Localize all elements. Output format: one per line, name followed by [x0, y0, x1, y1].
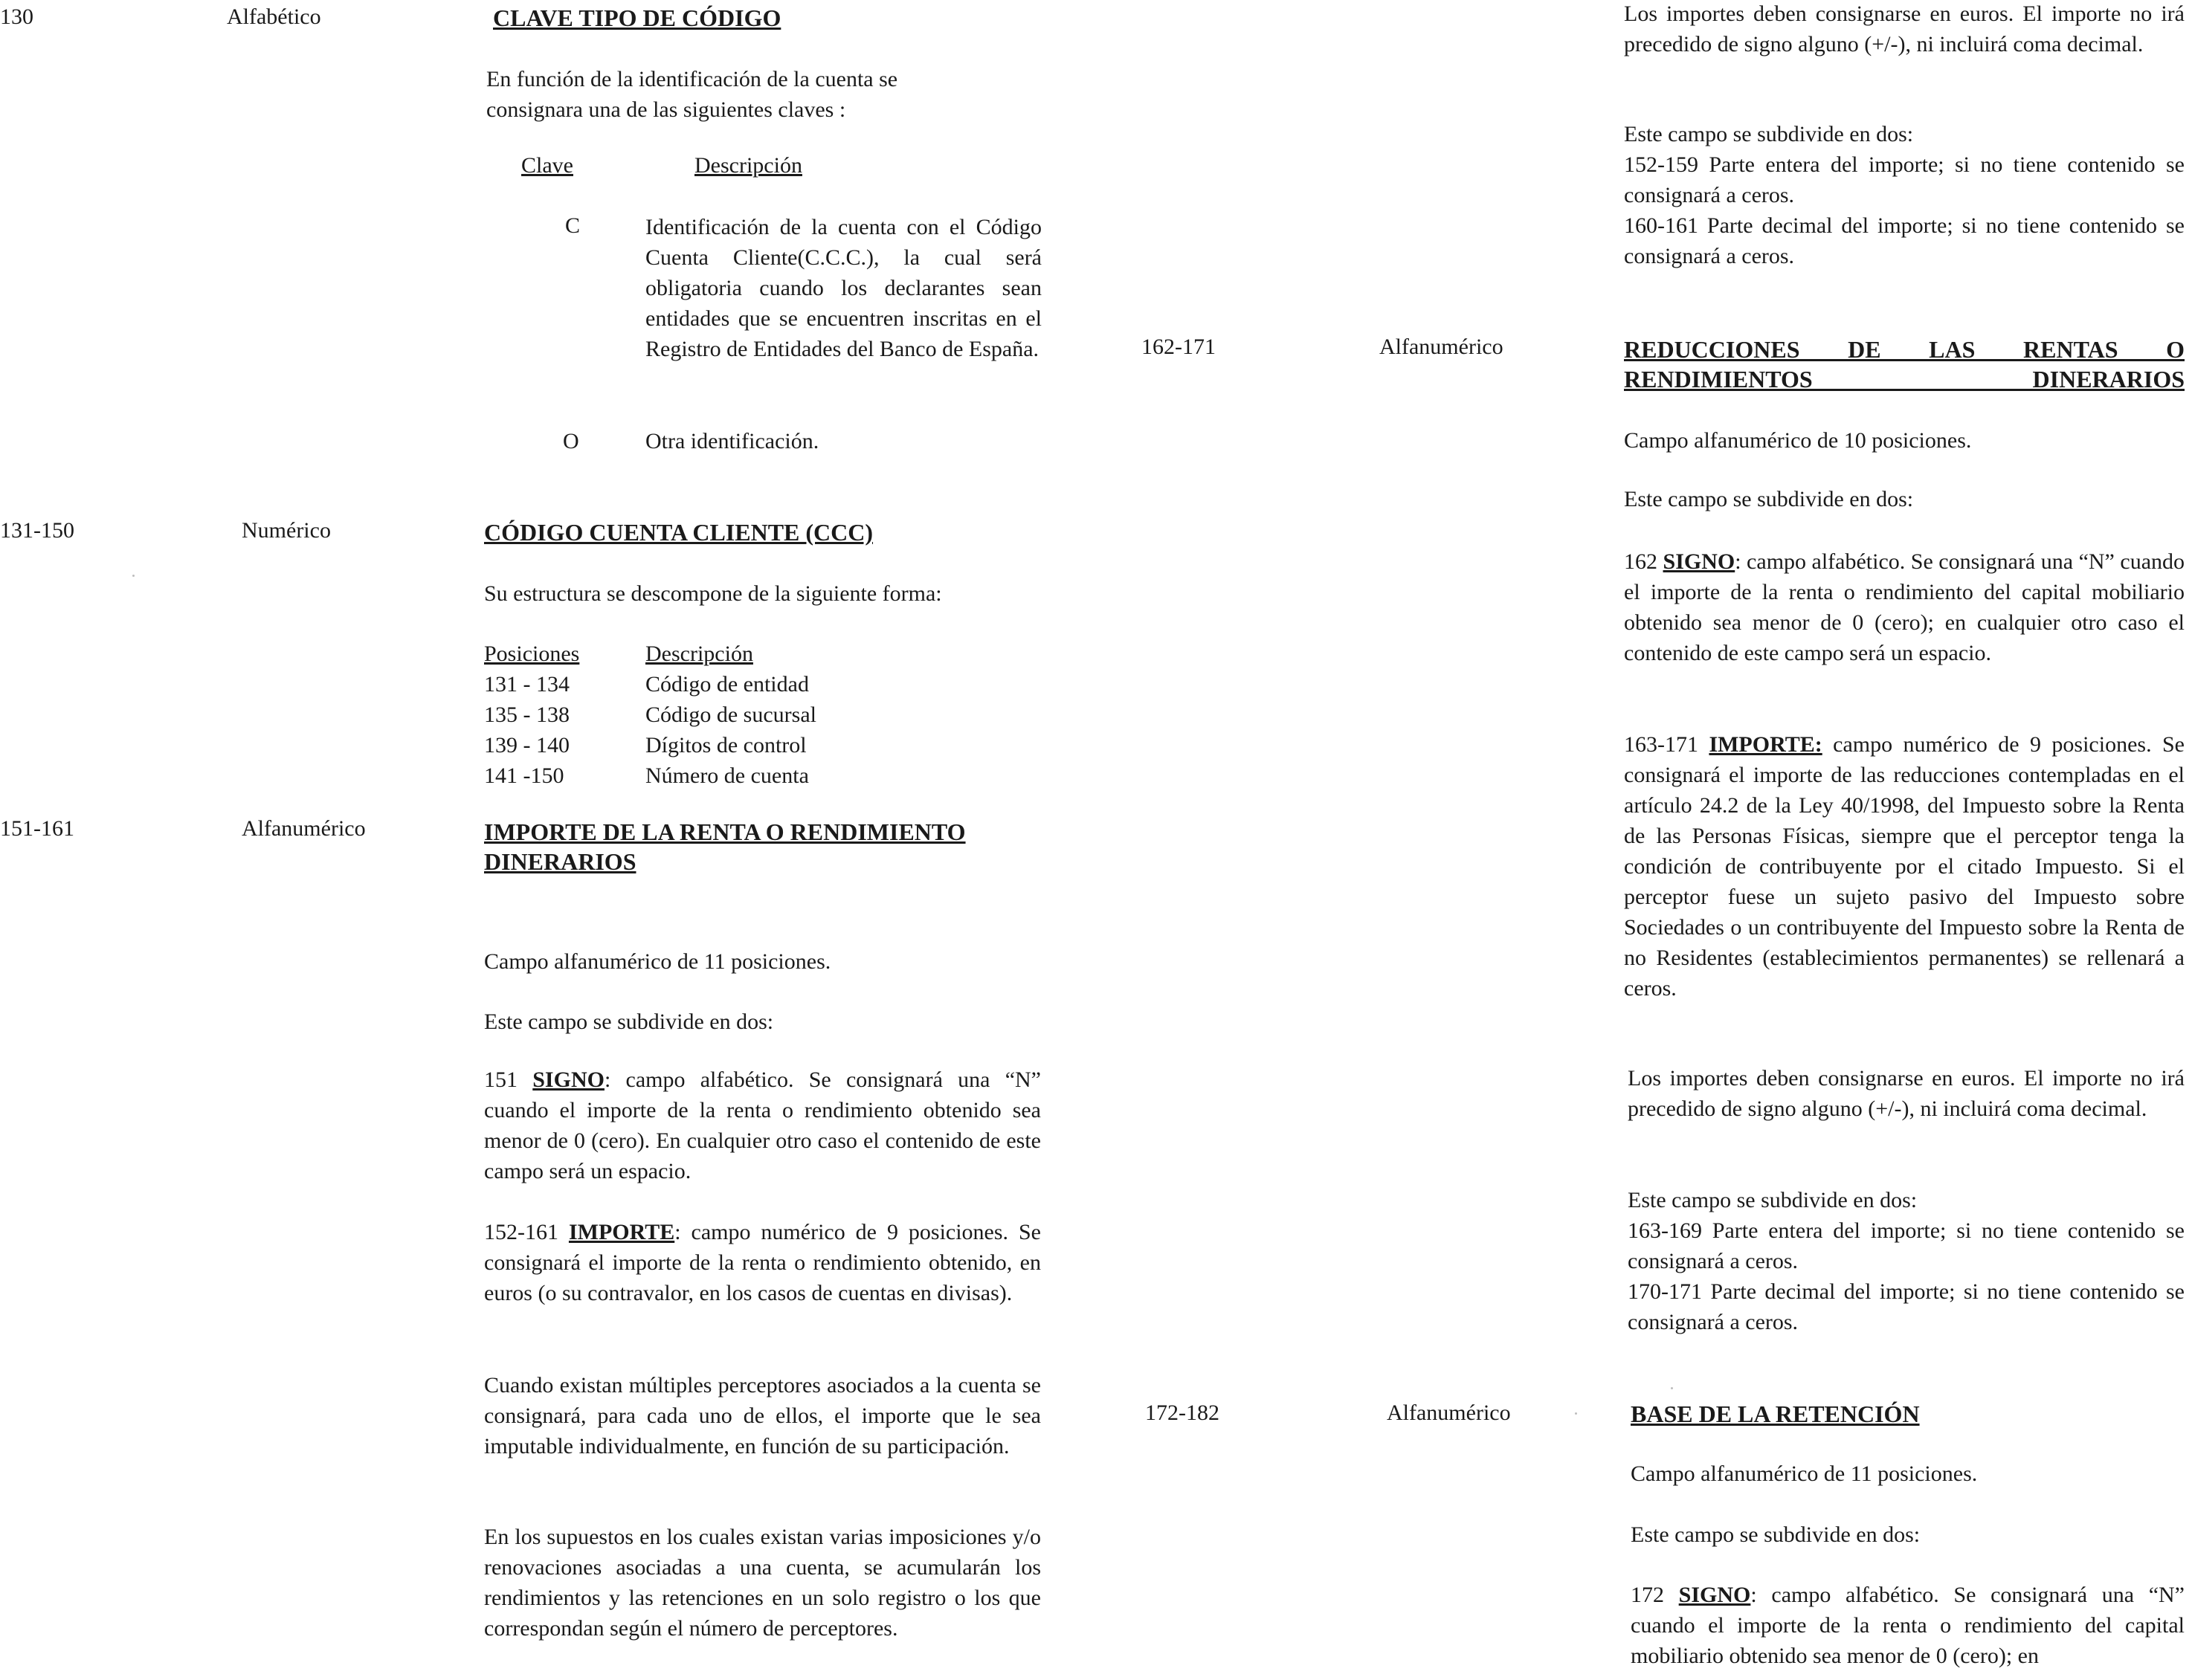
paragraph: Los importes deben consignarse en euros. El importe no irá precedido de signo alguno (+/-), ni incluirá coma decimal. — [1628, 1066, 2185, 1121]
subfield-label: IMPORTE — [568, 1220, 675, 1244]
table-header-positions: Posiciones — [484, 642, 580, 666]
paragraph: Campo alfanumérico de 11 posiciones. — [1631, 1461, 1978, 1486]
field-type: Alfanumérico — [1379, 335, 1503, 359]
subfield-label: SIGNO — [1663, 549, 1735, 574]
paragraph — [1624, 729, 2185, 1004]
subfield-position: 152-161 — [484, 1220, 558, 1244]
field-type: Alfanumérico — [242, 816, 366, 841]
paragraph — [484, 1064, 1041, 1186]
subfield-text: : campo numérico de 9 posiciones. Se consignará el importe de la renta o rendimiento obtenido, en euros (o su contravalor, en los casos de cuentas en divisas). — [484, 1220, 1041, 1305]
subfield-position: 163-171 — [1624, 732, 1698, 757]
paragraph: En los supuestos en los cuales existan varias imposiciones y/o renovaciones asociadas a una cuenta, se acumularán los rendimientos y las retenciones en un solo registro o los que correspondan según el número de perceptores. — [484, 1525, 1041, 1641]
paragraph: Este campo se subdivide en dos: — [1624, 487, 1914, 511]
subfield-label: IMPORTE: — [1709, 732, 1822, 757]
section-heading: CLAVE TIPO DE CÓDIGO — [493, 4, 781, 31]
subfield-text: : campo alfabético. Se consignará una “N” cuando el importe de la renta o rendimiento del capital mobiliario obtenido sea menor de 0 (cero); en cualquier otro caso el contenido de este campo será un espacio. — [1624, 549, 2185, 665]
paragraph: Este campo se subdivide en dos: — [1628, 1188, 1918, 1212]
table-cell-description: Código de sucursal — [645, 702, 816, 727]
subfield-text: : campo alfabético. Se consignará una “N” cuando el importe de la renta o rendimiento obtenido sea menor de 0 (cero). En cualquier otro caso el contenido de este campo será un espacio. — [484, 1067, 1042, 1183]
paragraph: 152-159 Parte entera del importe; si no tiene contenido se consignará a ceros. — [1624, 152, 2185, 207]
paragraph: En función de la identificación de la cuenta se consignara una de las siguientes claves : — [486, 67, 898, 122]
field-type: Alfanumérico — [1387, 1400, 1511, 1425]
scan-speck — [132, 575, 135, 577]
table-cell-positions: 131 - 134 — [484, 672, 570, 697]
paragraph: 160-161 Parte decimal del importe; si no tiene contenido se consignará a ceros. — [1624, 213, 2185, 268]
paragraph: Campo alfanumérico de 11 posiciones. — [484, 949, 831, 974]
table-cell-description: Dígitos de control — [645, 733, 807, 757]
paragraph: 163-169 Parte entera del importe; si no tiene contenido se consignará a ceros. — [1628, 1218, 2185, 1273]
subfield-text: : campo alfabético. Se consignará una “N” cuando el importe de la renta o rendimiento del capital mobiliario obtenido sea menor de 0 (cero); en — [1631, 1583, 2185, 1668]
field-position: 162-171 — [1141, 335, 1216, 359]
paragraph: Cuando existan múltiples perceptores asociados a la cuenta se consignará, para cada uno de ellos, el importe que le sea imputable individualmente, en función de su participación. — [484, 1373, 1041, 1458]
paragraph: Campo alfanumérico de 10 posiciones. — [1624, 428, 1972, 453]
paragraph: Este campo se subdivide en dos: — [1631, 1522, 1921, 1547]
subfield-position: 172 — [1631, 1583, 1664, 1607]
paragraph: Este campo se subdivide en dos: — [484, 1009, 774, 1034]
table-cell-positions: 141 -150 — [484, 763, 564, 788]
paragraph — [1624, 546, 2185, 668]
paragraph: Este campo se subdivide en dos: — [1624, 122, 1914, 146]
paragraph — [484, 1217, 1041, 1308]
subfield-text: campo numérico de 9 posiciones. Se consignará el importe de las reducciones contempladas en el artículo 24.2 de la Ley 40/1998, del Impuesto sobre la Renta de las Personas Físicas, siempre que el perceptor tenga la condición de contribuyente por el citado Impuesto. Si el perceptor fuese un sujeto pasivo del Impuesto sobre Sociedades o un contribuyente del Impuesto sobre la Renta de no Residentes (establecimientos permanentes) se rellenará a ceros. — [1624, 732, 2185, 1001]
subfield-position: 151 — [484, 1067, 518, 1092]
scan-speck — [1575, 1412, 1577, 1415]
paragraph: 170-171 Parte decimal del importe; si no tiene contenido se consignará a ceros. — [1628, 1279, 2185, 1334]
key-description: Identificación de la cuenta con el Código Cuenta Cliente(C.C.C.), la cual será obligatoria cuando los declarantes sean entidades que se encuentren inscritas en el Registro de Entidades del Banco de España. — [645, 215, 1042, 361]
field-position: 130 — [0, 4, 33, 29]
subfield-position: 162 — [1624, 549, 1657, 574]
key-code: O — [563, 429, 579, 453]
field-position: 131-150 — [0, 518, 74, 543]
field-type: Numérico — [242, 518, 331, 543]
table-cell-positions: 135 - 138 — [484, 702, 570, 727]
table-cell-positions: 139 - 140 — [484, 733, 570, 757]
paragraph: Su estructura se descompone de la siguiente forma: — [484, 581, 942, 606]
table-header-key: Clave — [521, 153, 573, 178]
subfield-label: SIGNO — [1678, 1583, 1751, 1607]
field-type: Alfabético — [227, 4, 321, 29]
field-position: 172-182 — [1145, 1400, 1219, 1425]
key-description: Otra identificación. — [645, 429, 819, 453]
table-cell-description: Código de entidad — [645, 672, 809, 697]
paragraph: Los importes deben consignarse en euros. El importe no irá precedido de signo alguno (+/-), ni incluirá coma decimal. — [1624, 1, 2185, 56]
table-header-description: Descripción — [694, 153, 802, 178]
section-heading: CÓDIGO CUENTA CLIENTE (CCC) — [484, 519, 874, 546]
table-cell-description: Número de cuenta — [645, 763, 809, 788]
section-heading: BASE DE LA RETENCIÓN — [1631, 1400, 1920, 1427]
field-position: 151-161 — [0, 816, 74, 841]
key-code: C — [565, 213, 581, 238]
paragraph — [1631, 1580, 2185, 1671]
scan-speck — [1671, 1387, 1673, 1389]
section-heading: REDUCCIONES DE LAS RENTAS O RENDIMIENTOS DINERARIOS — [1624, 336, 2185, 392]
table-header-description: Descripción — [645, 642, 753, 666]
section-heading: IMPORTE DE LA RENTA O RENDIMIENTO DINERARIOS — [484, 818, 966, 875]
subfield-label: SIGNO — [532, 1067, 605, 1092]
